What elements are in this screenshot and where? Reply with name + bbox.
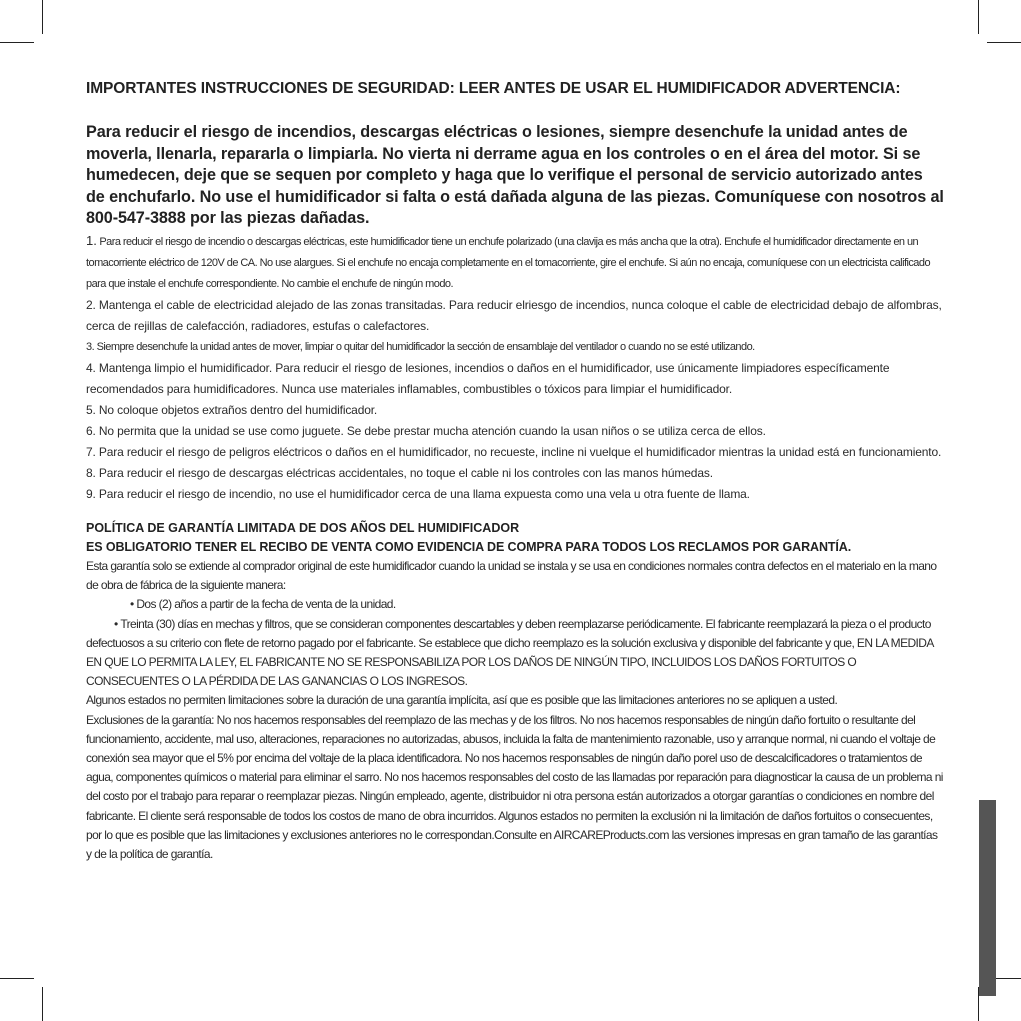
instruction-item-2: 2. Mantenga el cable de electricidad alejado de las zonas transitadas. Para reducir elriesgo de incendios, nunca coloque el cable de electricidad debajo de alfombras, cerca de rejillas de calefacción, radiadores, estufas o calefactores.	[86, 297, 942, 333]
instruction-text: Para reducir el riesgo de incendio o descargas eléctricas, este humidificador tiene un enchufe polarizado (una clavija es más ancha que la otra). Enchufe el humidificador directamente en un tomacorriente eléctrico de 120V de CA. No use alargues. Si el enchufe no encaja completamente en el tomacorriente, gire el enchufe. Si aún no encaja, comuníquese con un electricista calificado para que instale el enchufe correspondiente. No cambie el enchufe de ningún modo.	[86, 235, 931, 290]
warranty-bullet-item	[86, 595, 944, 614]
crop-mark-top-left-horizontal	[0, 42, 34, 43]
warranty-bullet-list	[86, 595, 944, 614]
document-body	[86, 80, 944, 864]
crop-mark-top-left-vertical	[42, 0, 43, 34]
language-side-tab	[979, 800, 996, 996]
crop-mark-bottom-left-horizontal	[0, 978, 34, 979]
warranty-intro: Esta garantía solo se extiende al comprador original de este humidificador cuando la unidad se instala y se usa en condiciones normales contra defectos en el materialo en la mano de obra de fábrica de la siguiente manera:	[86, 558, 937, 593]
warranty-bullet-text: Dos (2) años a partir de la fecha de venta de la unidad.	[136, 597, 396, 612]
instruction-number: 1.	[86, 232, 97, 248]
warranty-exclusions: Exclusiones de la garantía: No nos hacemos responsables del reemplazo de las mechas y de los filtros. No nos hacemos responsables de ningún daño fortuito o resultante del funcionamiento, accidente, mal uso, alteraciones, reparaciones no autorizadas, abusos, incluida la falta de mantenimiento razonable, uso y arranque normal, ni cuando el voltaje de conexión sea mayor que el 5% por encima del voltaje de la placa identificadora. No nos hacemos responsables de ningún daño porel uso de descalcificadores o tratamientos de agua, componentes químicos o material para eliminar el sarro. No nos hacemos responsables del costo de las llamadas por reparación para diagnosticar la causa de un problema ni del costo por el trabajo para reparar o reemplazar piezas. Ningún empleado, agente, distribuidor ni otra persona están autorizados a otorgar garantías o condiciones en nombre del fabricante. El cliente será responsable de todos los costos de mano de obra incurridos. Algunos estados no permiten la exclusión ni la limitación de daños fortuitos o consecuentes, por lo que es posible que las limitaciones y exclusiones anteriores no le correspondan.Consulte en AIRCAREProducts.com las versiones impresas en gran tamaño de las garantías y de la política de garantía.	[86, 712, 943, 862]
instruction-item-9: 9. Para reducir el riesgo de incendio, no use el humidificador cerca de una llama expuesta como una vela u otra fuente de llama.	[86, 486, 750, 501]
instruction-item-6: 6. No permita que la unidad se use como juguete. Se debe prestar mucha atención cuando la usan niños o se utiliza cerca de ellos.	[86, 423, 766, 438]
bullet-icon: •	[130, 597, 137, 612]
crop-mark-top-right-vertical	[978, 0, 979, 34]
warranty-limitations: Algunos estados no permiten limitaciones sobre la duración de una garantía implícita, así que es posible que las limitaciones anteriores no se apliquen a usted.	[86, 693, 838, 708]
warning-paragraph: Para reducir el riesgo de incendios, descargas eléctricas o lesiones, siempre desenchufe la unidad antes de moverla, llenarla, repararla o limpiarla. No vierta ni derrame agua en los controles o en el área del motor. Si se humedecen, deje que se sequen por completo y haga que lo verifique el personal de servicio autorizado antes de enchufarlo. No use el humidificador si falta o está dañada alguna de las piezas. Comuníquese con nosotros al 800-547-3888 por las piezas dañadas.	[86, 123, 944, 228]
instruction-item-4: 4. Mantenga limpio el humidificador. Para reducir el riesgo de lesiones, incendios o daños en el humidificador, use únicamente limpiadores específicamente recomendados para humidificadores. Nunca use materiales inflamables, combustibles o tóxicos para limpiar el humidificador.	[86, 360, 890, 396]
warranty-section	[86, 519, 944, 864]
safety-title: IMPORTANTES INSTRUCCIONES DE SEGURIDAD: LEER ANTES DE USAR EL HUMIDIFICADOR ADVERTENCIA:	[86, 80, 901, 97]
instruction-item-1	[86, 230, 944, 295]
instruction-item-5: 5. No coloque objetos extraños dentro del humidificador.	[86, 402, 378, 417]
instruction-item-7: 7. Para reducir el riesgo de peligros eléctricos o daños en el humidificador, no recueste, incline ni vuelque el humidificador mientras la unidad está en funcionamiento.	[86, 444, 942, 459]
warranty-bullet-text: Treinta (30) días en mechas y filtros, que se consideran componentes descartables y deben reemplazarse periódicamente. El fabricante reemplazará la pieza o el producto defectuosos a su criterio con flete de retorno pagado por el fabricante. Se establece que dicho reemplazo es la solución exclusiva y disponible del fabricante y que, EN LA MEDIDA EN QUE LO PERMITA LA LEY, EL FABRICANTE NO SE RESPONSABILIZA POR LOS DAÑOS DE NINGÚN TIPO, INCLUIDOS LOS DAÑOS FORTUITOS O CONSECUENTES O LA PÉRDIDA DE LAS GANANCIAS O LOS INGRESOS.	[86, 616, 934, 689]
bullet-icon: •	[114, 616, 121, 631]
warranty-bullet-item	[86, 615, 944, 692]
warranty-subtitle: ES OBLIGATORIO TENER EL RECIBO DE VENTA COMO EVIDENCIA DE COMPRA PARA TODOS LOS RECLAMOS POR GARANTÍA.	[86, 539, 852, 554]
crop-mark-bottom-left-vertical	[42, 987, 43, 1021]
warranty-title: POLÍTICA DE GARANTÍA LIMITADA DE DOS AÑOS DEL HUMIDIFICADOR	[86, 520, 520, 535]
instruction-item-3: 3. Siempre desenchufe la unidad antes de mover, limpiar o quitar del humidificador la sección de ensamblaje del ventilador o cuando no se esté utilizando.	[86, 340, 755, 353]
crop-mark-top-right-horizontal	[987, 42, 1021, 43]
instruction-list	[86, 230, 944, 505]
instruction-item-8: 8. Para reducir el riesgo de descargas eléctricas accidentales, no toque el cable ni los controles con las manos húmedas.	[86, 465, 713, 480]
